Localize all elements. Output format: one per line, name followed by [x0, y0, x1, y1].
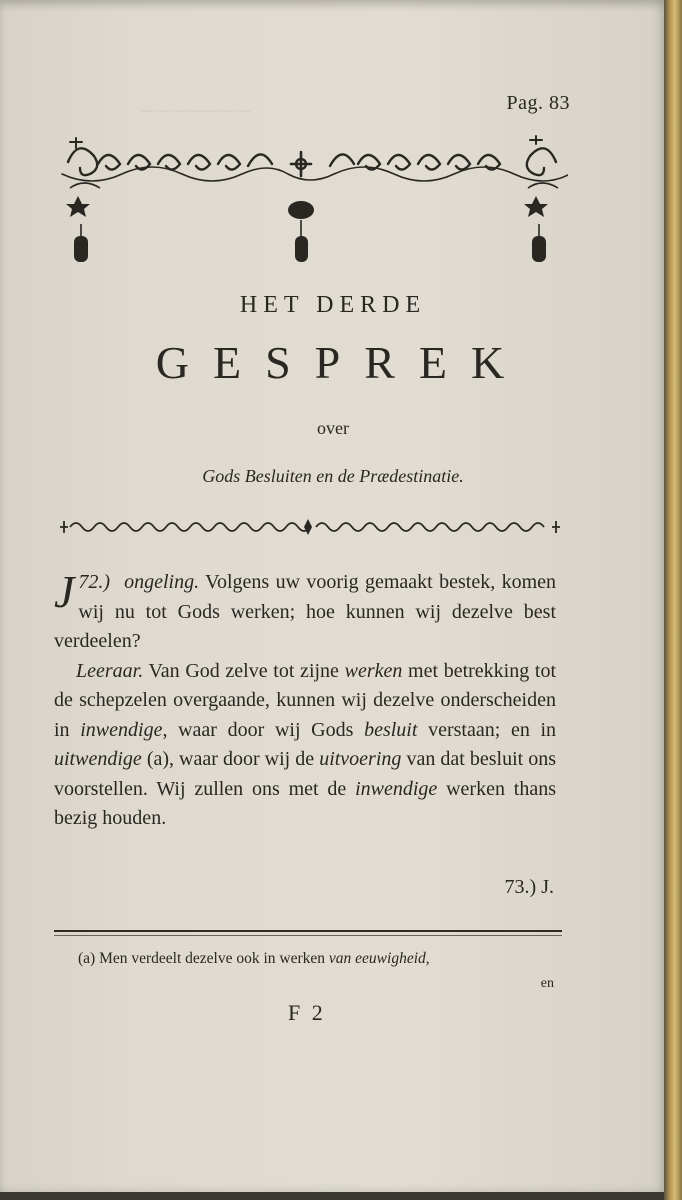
page-body-text: [54, 568, 556, 834]
footnote-text: Men verdeelt dezelve ook in werken: [99, 950, 326, 967]
question-text: Volgens uw voorig gemaakt bestek, komen wij nu tot Gods werken; hoe kunnen wij dezelve best verdeelen?: [54, 571, 556, 652]
answer-72: [54, 657, 556, 834]
headpiece-ornament: [58, 134, 568, 274]
answer-emphasis: uitvoering: [319, 748, 402, 770]
chapter-title-connector: over: [317, 418, 349, 438]
answer-seg: verstaan; en in: [428, 718, 557, 741]
answer-emphasis: werken: [344, 659, 403, 682]
answer-seg: , waar door wij Gods: [162, 718, 354, 741]
footnote-continuation: en: [540, 976, 554, 991]
answer-seg: Van God zelve tot zijne: [148, 659, 339, 682]
chapter-title-main: GESPREK: [155, 337, 529, 388]
footnote-rule: [54, 930, 562, 936]
footnote-reference: (a): [146, 748, 170, 770]
speaker-jongeling: ongeling.: [124, 571, 200, 593]
answer-emphasis: inwendige: [80, 718, 163, 741]
catchword: 73.) J.: [504, 876, 554, 898]
drop-cap: J: [54, 566, 75, 617]
question-72: [54, 568, 556, 657]
answer-emphasis: uitwendige: [54, 748, 142, 770]
footnote: [78, 950, 558, 968]
answer-seg: , waar door wij de: [169, 748, 315, 770]
answer-seg: met betrekking tot de schepzelen overgaande, kunnen wij dezelve onderscheiden in: [54, 659, 557, 741]
footnote-italic: van eeuwigheid,: [328, 950, 430, 967]
ornamental-rule: [58, 516, 562, 538]
page-edge-gilt: [664, 0, 682, 1200]
chapter-title-line1: HET DERDE: [239, 292, 427, 318]
answer-seg: werken thans bezig houden.: [54, 777, 556, 829]
answer-seg: van dat besluit ons voorstellen. Wij zullen ons met de: [54, 748, 557, 800]
signature-mark: F 2: [288, 1000, 326, 1025]
speaker-leeraar: Leeraar.: [76, 659, 144, 682]
question-number: 72.): [78, 571, 111, 593]
footnote-marker: (a): [78, 950, 96, 967]
page-number: Pag. 83: [506, 92, 570, 114]
chapter-subtitle: Gods Besluiten en de Prædestinatie.: [202, 466, 464, 486]
answer-emphasis: besluit: [364, 718, 418, 741]
show-through-text: ———————: [140, 100, 252, 119]
answer-emphasis: inwendige: [355, 777, 438, 800]
